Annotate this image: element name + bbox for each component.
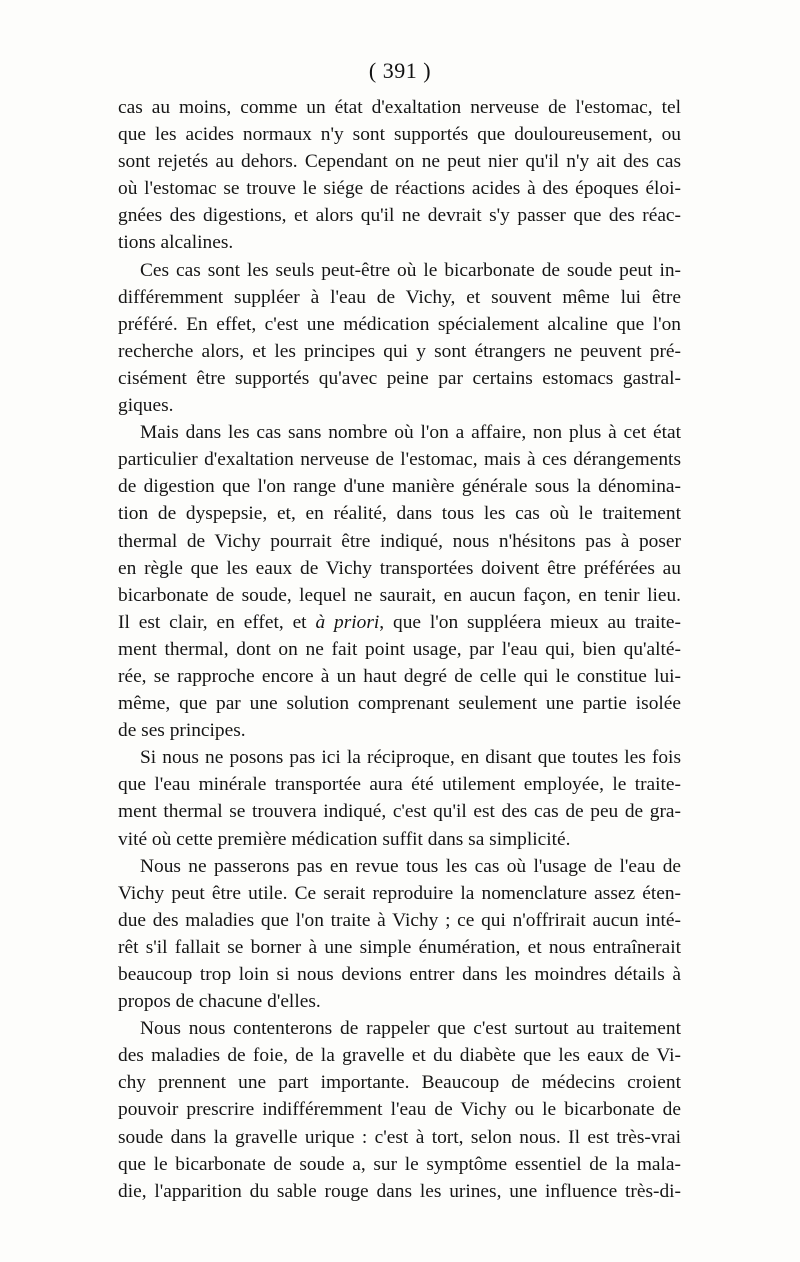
text-line: de ses principes. xyxy=(118,720,246,742)
italic-phrase: à priori xyxy=(315,611,380,633)
text-line: tions alcalines. xyxy=(118,232,234,254)
text-line: propos de chacune d'elles. xyxy=(118,991,321,1013)
text-line: des maladies de foie, de la gravelle et du diabète que les eaux de Vi- xyxy=(118,1045,681,1067)
text-line: préféré. En effet, c'est une médication spécialement alcaline que l'on xyxy=(118,313,681,335)
text-line: Vichy peut être utile. Ce serait reproduire la nomenclature assez éten- xyxy=(118,882,681,904)
page-number: ( 391 ) xyxy=(368,58,432,83)
text-line: recherche alors, et les principes qui y sont étrangers ne peuvent pré- xyxy=(118,340,681,362)
text-line: Nous ne passerons pas en revue tous les cas où l'usage de l'eau de xyxy=(140,855,681,877)
text-line: ment thermal, dont on ne fait point usage, par l'eau qui, bien qu'alté- xyxy=(118,638,681,660)
text-line: Ces cas sont les seuls peut-être où le bicarbonate de soude peut in- xyxy=(140,259,681,281)
text-line: giques. xyxy=(118,395,174,417)
text-line: différemment suppléer à l'eau de Vichy, et souvent même lui être xyxy=(118,286,681,308)
text-line: particulier d'exaltation nerveuse de l'estomac, mais à ces dérangements xyxy=(118,449,681,471)
text-line: tion de dyspepsie, et, en réalité, dans tous les cas où le traitement xyxy=(118,503,681,525)
text-line: où l'estomac se trouve le siége de réactions acides à des époques éloi- xyxy=(118,178,681,200)
text-line: en règle que les eaux de Vichy transportées doivent être préférées au xyxy=(118,557,681,579)
body-text xyxy=(118,94,681,1205)
text-line: que les acides normaux n'y sont supportés que douloureusement, ou xyxy=(118,124,681,146)
text-line: pouvoir prescrire indifféremment l'eau de Vichy ou le bicarbonate de xyxy=(118,1099,681,1121)
text-line: vité où cette première médication suffit dans sa simplicité. xyxy=(118,828,571,850)
text-line: rêt s'il fallait se borner à une simple énumération, et nous entraînerait xyxy=(118,936,681,958)
text-line: Mais dans les cas sans nombre où l'on a affaire, non plus à cet état xyxy=(140,422,681,444)
text-line: ment thermal se trouvera indiqué, c'est qu'il est des cas de peu de gra- xyxy=(118,801,681,823)
text-line: soude dans la gravelle urique : c'est à tort, selon nous. Il est très-vrai xyxy=(118,1126,681,1148)
text-line: Il est clair, en effet, et à priori, que l'on suppléera mieux au traite- xyxy=(118,611,681,633)
text-line: que l'eau minérale transportée aura été utilement employée, le traite- xyxy=(118,774,681,796)
text-line: bicarbonate de soude, lequel ne saurait, en aucun façon, en tenir lieu. xyxy=(118,584,681,606)
text-line: cas au moins, comme un état d'exaltation nerveuse de l'estomac, tel xyxy=(118,97,681,118)
text-line: Si nous ne posons pas ici la réciproque, en disant que toutes les fois xyxy=(140,747,681,769)
text-line: due des maladies que l'on traite à Vichy ; ce qui n'offrirait aucun inté- xyxy=(118,909,681,931)
text-line: gnées des digestions, et alors qu'il ne devrait s'y passer que des réac- xyxy=(118,205,681,227)
text-line: que le bicarbonate de soude a, sur le symptôme essentiel de la mala- xyxy=(118,1153,681,1175)
text-line: de digestion que l'on range d'une manière générale sous la dénomina- xyxy=(118,476,681,498)
text-line: Nous nous contenterons de rappeler que c'est surtout au traitement xyxy=(140,1018,681,1040)
text-line: sont rejetés au dehors. Cependant on ne peut nier qu'il n'y ait des cas xyxy=(118,151,681,173)
text-line: même, que par une solution comprenant seulement une partie isolée xyxy=(118,693,681,715)
text-line: chy prennent une part importante. Beaucoup de médecins croient xyxy=(118,1072,681,1094)
text-line: thermal de Vichy pourrait être indiqué, nous n'hésitons pas à poser xyxy=(118,530,681,552)
text-line: rée, se rapproche encore à un haut degré de celle qui le constitue lui- xyxy=(118,665,681,687)
text-line: cisément être supportés qu'avec peine par certains estomacs gastral- xyxy=(118,367,681,389)
text-line: beaucoup trop loin si nous devions entrer dans les moindres détails à xyxy=(118,964,681,985)
text-line: die, l'apparition du sable rouge dans les urines, une influence très-di- xyxy=(118,1180,681,1202)
